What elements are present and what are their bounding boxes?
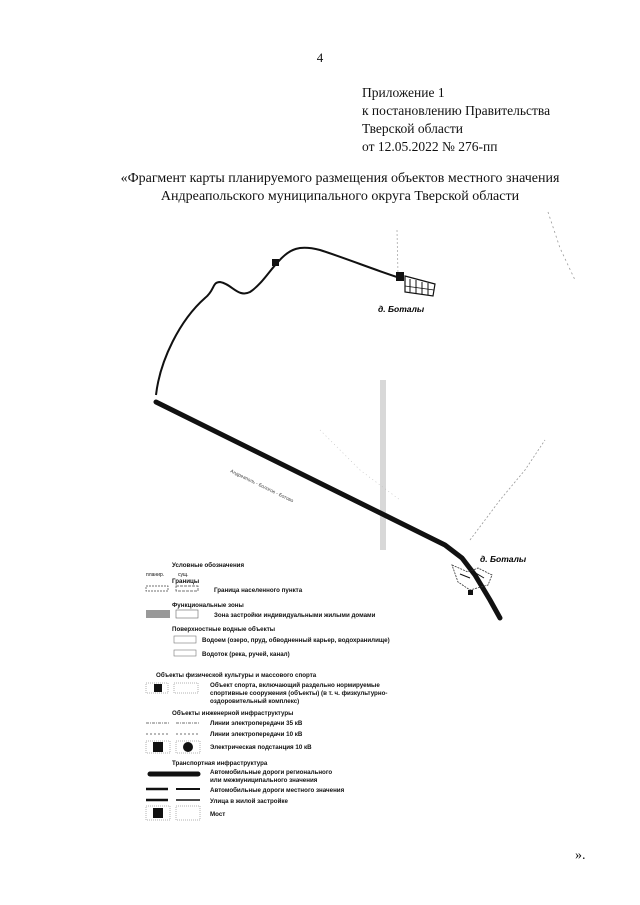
legend-header-zones: Функциональные зоны — [172, 602, 244, 609]
zone-symbol — [142, 608, 202, 620]
settlement-top — [396, 272, 435, 296]
legend-header-sport: Объекты физической культуры и массового спорта — [156, 672, 317, 679]
boundary-symbol — [142, 584, 202, 594]
appendix-line-3: Тверской области — [362, 121, 463, 136]
legend-header-engineering: Объекты инженерной инфраструктуры — [172, 710, 294, 717]
appendix-line-1: Приложение 1 — [362, 85, 445, 100]
grey-strip — [380, 380, 386, 550]
legend-item-zone: Зона застройки индивидуальными жилыми домами — [214, 612, 376, 619]
faint-line-diagonal — [470, 440, 545, 540]
legend-header-boundaries: Границы — [172, 578, 200, 585]
appendix-line-2: к постановлению Правительства — [362, 103, 551, 118]
faint-line-top-right — [548, 212, 575, 280]
appendix-line-4: от 12.05.2022 № 276-пп — [362, 139, 498, 154]
legend-item-regional-road-2: или межмуниципального значения — [210, 777, 318, 784]
legend-item-boundary: Граница населенного пункта — [214, 587, 303, 594]
legend-col-existing: сущ. — [178, 572, 189, 578]
place-label-bottom: д. Боталы — [480, 554, 527, 564]
legend-col-planned: планир. — [146, 572, 165, 578]
title-line-2: Андреапольского муниципального округа Тверской области — [160, 189, 520, 204]
legend-item-watercourse: Водоток (река, ручей, канал) — [202, 651, 290, 658]
faint-line-vertical — [397, 230, 398, 275]
legend-item-bridge: Мост — [210, 811, 226, 818]
legend-item-sport-2: спортивные сооружения (объекты) (в т. ч. физкультурно- — [210, 690, 388, 697]
legend-item-power-35: Линии электропередачи 35 кВ — [210, 720, 303, 727]
legend-item-substation: Электрическая подстанция 10 кВ — [210, 744, 312, 751]
title-line-1: «Фрагмент карты планируемого размещения объектов местного значения — [120, 171, 560, 186]
road-symbols — [142, 768, 206, 824]
bridge-marker — [272, 259, 279, 266]
legend-item-sport-1: Объект спорта, включающий раздельно нормируемые — [210, 682, 380, 689]
closing-quote: ». — [575, 848, 586, 863]
sport-symbol — [142, 680, 202, 696]
legend-item-local-road: Автомобильные дороги местного значения — [210, 787, 345, 794]
page-number: 4 — [316, 50, 324, 65]
road-label: Андреаполь - Бологое - Ботово — [229, 469, 294, 505]
legend-item-regional-road-1: Автомобильные дороги регионального — [210, 769, 333, 776]
local-road-line — [156, 248, 400, 395]
legend-item-street: Улица в жилой застройке — [210, 798, 288, 805]
legend-header-transport: Транспортная инфраструктура — [172, 760, 268, 767]
legend-header-water: Поверхностные водные объекты — [172, 626, 276, 633]
legend-item-reservoir: Водоем (озеро, пруд, обводненный карьер, водохранилище) — [202, 637, 390, 644]
regional-road-line — [156, 402, 500, 618]
place-label-top: д. Боталы — [378, 304, 425, 314]
legend-title: Условные обозначения — [172, 562, 245, 569]
legend-item-power-10: Линии электропередачи 10 кВ — [210, 731, 303, 738]
legend-item-sport-3: оздоровительный комплекс) — [210, 698, 300, 705]
power-line-symbols — [142, 718, 204, 758]
